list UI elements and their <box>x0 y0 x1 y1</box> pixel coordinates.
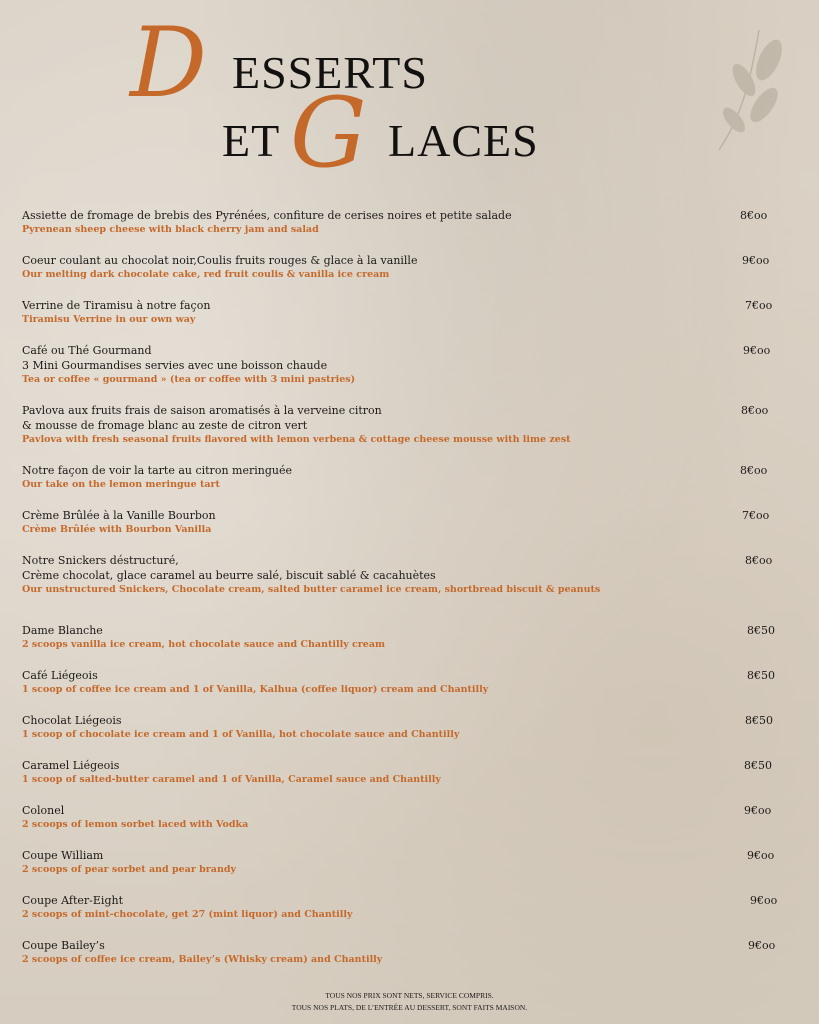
item-translation: Our melting dark chocolate cake, red fruit coulis & vanilla ice cream <box>22 269 390 280</box>
footer-note <box>0 990 819 1014</box>
item-name: Café ou Thé Gourmand <box>22 344 152 357</box>
item-name: Notre Snickers déstructuré, <box>22 554 179 567</box>
menu-item <box>22 668 792 697</box>
menu-item <box>22 848 792 877</box>
title-esserts: ESSERTS <box>232 47 428 98</box>
footer-line-2: TOUS NOS PLATS, DE L’ENTRÉE AU DESSERT, SONT FAITS MAISON. <box>291 1003 528 1012</box>
item-name: Café Liégeois <box>22 669 98 682</box>
item-name: Coeur coulant au chocolat noir,Coulis fruits rouges & glace à la vanille <box>22 254 418 267</box>
page-title <box>0 0 819 190</box>
menu-item <box>22 713 792 742</box>
menu-item <box>22 298 792 327</box>
item-translation: Our unstructured Snickers, Chocolate cream, salted butter caramel ice cream, shortbread biscuit & peanuts <box>22 584 601 595</box>
item-translation: Tea or coffee « gourmand » (tea or coffee with 3 mini pastries) <box>22 374 356 385</box>
item-translation: Pavlova with fresh seasonal fruits flavored with lemon verbena & cottage cheese mousse with lime zest <box>22 434 571 445</box>
item-price: 9€oo <box>750 894 778 907</box>
menu-item <box>22 343 792 387</box>
item-translation: 1 scoop of chocolate ice cream and 1 of Vanilla, hot chocolate sauce and Chantilly <box>22 729 460 740</box>
item-translation: 2 scoops of pear sorbet and pear brandy <box>22 864 237 875</box>
item-price: 9€oo <box>748 939 776 952</box>
item-price: 7€oo <box>745 299 773 312</box>
item-translation: 2 scoops of coffee ice cream, Bailey’s (Whisky cream) and Chantilly <box>22 954 383 965</box>
item-price: 8€50 <box>747 669 775 682</box>
item-translation: Crème Brûlée with Bourbon Vanilla <box>22 524 212 535</box>
item-name: Dame Blanche <box>22 624 103 637</box>
title-et: ET <box>222 115 281 166</box>
item-price: 8€50 <box>744 759 772 772</box>
item-name-line-2: 3 Mini Gourmandises servies avec une boisson chaude <box>22 359 328 372</box>
menu-item <box>22 463 792 492</box>
item-price: 8€oo <box>740 464 768 477</box>
item-name-line-2: & mousse de fromage blanc au zeste de citron vert <box>22 419 308 432</box>
item-translation: Pyrenean sheep cheese with black cherry jam and salad <box>22 224 319 235</box>
title-initial-d: D <box>130 7 207 119</box>
item-name: Coupe After-Eight <box>22 894 123 907</box>
item-name: Pavlova aux fruits frais de saison aromatisés à la verveine citron <box>22 404 382 417</box>
item-price: 8€oo <box>745 554 773 567</box>
menu-item <box>22 208 792 237</box>
item-translation: 2 scoops vanilla ice cream, hot chocolate sauce and Chantilly cream <box>22 639 386 650</box>
menu-item <box>22 803 792 832</box>
menu-item <box>22 893 792 922</box>
item-price: 8€50 <box>745 714 773 727</box>
item-price: 9€oo <box>742 254 770 267</box>
item-price: 9€oo <box>744 804 772 817</box>
item-name: Colonel <box>22 804 65 817</box>
item-price: 7€oo <box>742 509 770 522</box>
item-price: 9€oo <box>743 344 771 357</box>
menu-item <box>22 938 792 967</box>
item-name: Caramel Liégeois <box>22 759 120 772</box>
item-translation: Tiramisu Verrine in our own way <box>22 314 196 325</box>
item-translation: Our take on the lemon meringue tart <box>22 479 220 490</box>
menu-item <box>22 508 792 537</box>
menu-item <box>22 758 792 787</box>
item-name: Verrine de Tiramisu à notre façon <box>22 299 211 312</box>
item-name: Crème Brûlée à la Vanille Bourbon <box>22 509 216 522</box>
footer-line-1: TOUS NOS PRIX SONT NETS, SERVICE COMPRIS. <box>325 991 494 1000</box>
menu-item <box>22 553 792 597</box>
item-price: 9€oo <box>747 849 775 862</box>
item-name: Chocolat Liégeois <box>22 714 122 727</box>
menu-item <box>22 623 792 652</box>
item-name: Coupe Bailey’s <box>22 939 105 952</box>
item-name: Notre façon de voir la tarte au citron meringuée <box>22 464 292 477</box>
item-translation: 2 scoops of mint-chocolate, get 27 (mint liquor) and Chantilly <box>22 909 353 920</box>
item-price: 8€oo <box>741 404 769 417</box>
menu-item <box>22 403 792 447</box>
item-translation: 1 scoop of coffee ice cream and 1 of Vanilla, Kalhua (coffee liquor) cream and Chantilly <box>22 684 489 695</box>
item-price: 8€oo <box>740 209 768 222</box>
item-translation: 2 scoops of lemon sorbet laced with Vodka <box>22 819 249 830</box>
item-translation: 1 scoop of salted-butter caramel and 1 of Vanilla, Caramel sauce and Chantilly <box>22 774 441 785</box>
menu-item <box>22 253 792 282</box>
item-name-line-2: Crème chocolat, glace caramel au beurre salé, biscuit sablé & cacahuètes <box>22 569 436 582</box>
item-price: 8€50 <box>747 624 775 637</box>
title-laces: LACES <box>388 115 539 166</box>
item-name: Assiette de fromage de brebis des Pyrénées, confiture de cerises noires et petite salade <box>22 209 512 222</box>
item-name: Coupe William <box>22 849 104 862</box>
title-initial-g: G <box>290 77 367 189</box>
